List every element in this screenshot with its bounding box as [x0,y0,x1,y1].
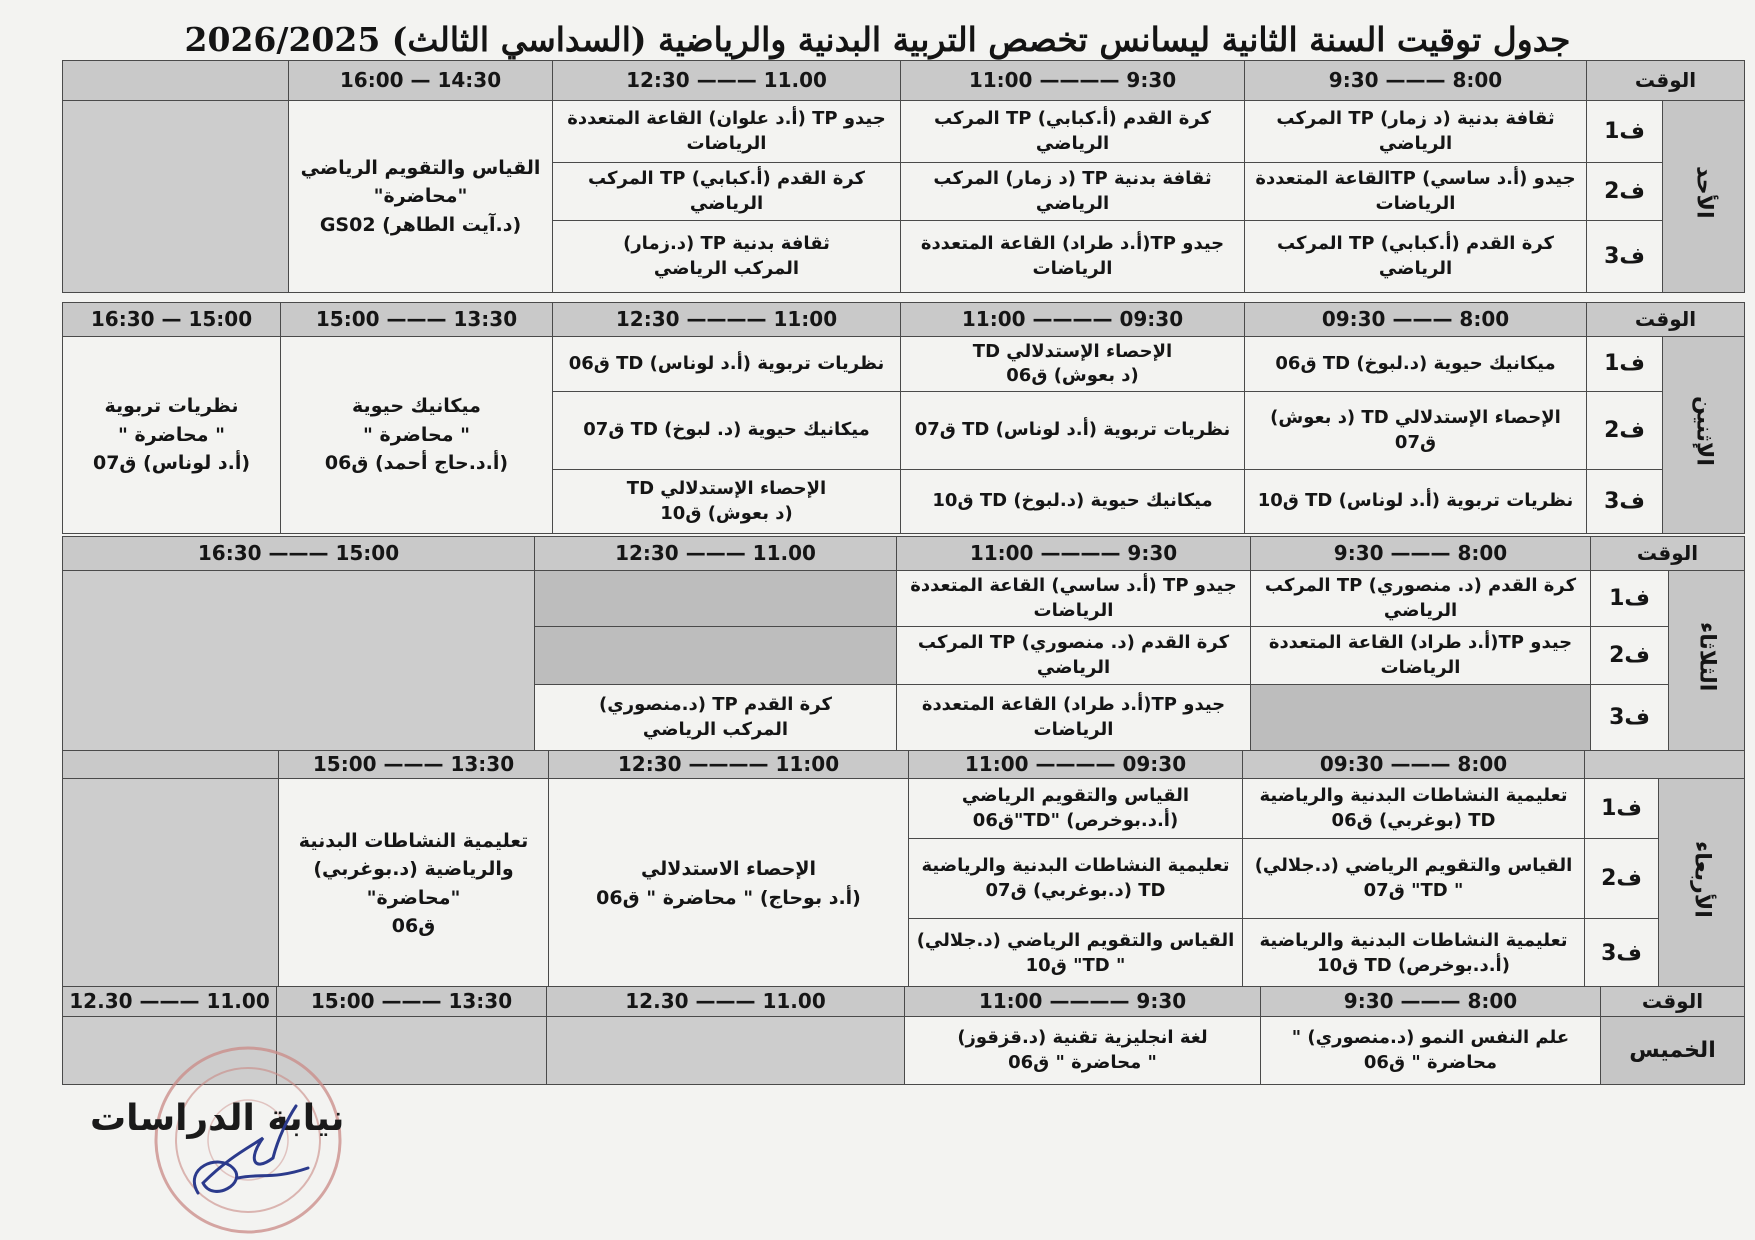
signature-mark [178,1098,318,1208]
session-cell: القياس والتقويم الرياضي (د.جلالي) " TD" ق07 [1243,839,1585,919]
session-cell: ثقافة بدنية TP (د زمار) المركب الرياضي [901,163,1245,221]
lecture-cell: ميكانيك حيوية " محاضرة " (أ.د.حاج أحمد) ق06 [281,337,553,534]
group-label: ف1 [1587,337,1663,392]
slot-time: 11.00 ——— 12.30 [63,987,277,1017]
group-label: ف3 [1587,221,1663,293]
session-cell: كرة القدم (أ.كبابي) TP المركب الرياضي [1245,221,1587,293]
session-cell: القياس والتقويم الرياضي (د.جلالي) " TD" ق10 [909,919,1243,989]
session-cell: ميكانيك حيوية (د.لبوخ) TD ق06 [1245,337,1587,392]
lecture-cell: الإحصاء الاستدلالي (أ.د بوحاج) " محاضرة " ق06 [549,779,909,989]
session-cell: كرة القدم TP (د.منصوري) المركب الرياضي [535,685,897,751]
slot-time: 15:00 ——— 16:30 [63,537,535,571]
session-cell: ميكانيك حيوية (د.لبوخ) TD ق10 [901,470,1245,534]
slot-time: 8:00 ——— 9:30 [1261,987,1601,1017]
group-label: ف3 [1591,685,1669,751]
slot-time: 8:00 ——— 09:30 [1243,751,1585,779]
lecture-cell: تعليمية النشاطات البدنية والرياضية (د.بوغربي) "محاضرة" ق06 [279,779,549,989]
lecture-cell: نظريات تربوية " محاضرة " (أ.د لوناس) ق07 [63,337,281,534]
session-cell: الإحصاء الإستدلالي TD (د بعوش) ق10 [553,470,901,534]
slot-time: 11:00 ———— 12:30 [549,751,909,779]
slot-time: 8:00 ——— 09:30 [1245,303,1587,337]
session-cell: نظريات تربوية (أ.د لوناس) TD ق10 [1245,470,1587,534]
slot-time: 11.00 ——— 12:30 [553,61,901,101]
slot-time: 11.00 ——— 12:30 [535,537,897,571]
group-label: ف1 [1587,101,1663,163]
empty-cell [535,627,897,685]
session-cell: تعليمية النشاطات البدنية والرياضية (أ.د.بوخرص) TD ق10 [1243,919,1585,989]
slot-time: 9:30 ———— 11:00 [905,987,1261,1017]
day-label: الأربعاء [1659,779,1745,989]
session-cell: ميكانيك حيوية (د. لبوخ) TD ق07 [553,392,901,470]
session-cell: تعليمية النشاطات البدنية والرياضية TD (بوغربي) ق06 [1243,779,1585,839]
empty-header [63,751,279,779]
slot-time: 13:30 ——— 15:00 [277,987,547,1017]
session-cell: جيدو (أ.د ساسي) TPالقاعة المتعددة الرياضات [1245,163,1587,221]
group-label: ف2 [1587,163,1663,221]
session-cell: كرة القدم (د. منصوري) TP المركب الرياضي [1251,571,1591,627]
time-label: الوقت [1587,303,1745,337]
slot-time: 9:30 ———— 11:00 [901,61,1245,101]
empty-cell [547,1017,905,1085]
time-label: الوقت [1587,61,1745,101]
slot-time: 09:30 ———— 11:00 [909,751,1243,779]
signature-label: نيابة الدراسات [90,1098,345,1139]
session-cell: جيدو TP (أ.د ساسي) القاعة المتعددة الرياضات [897,571,1251,627]
empty-cell [63,779,279,989]
day-label: الثلاثاء [1669,571,1745,751]
session-cell: القياس والتقويم الرياضي (أ.د.بوخرص) "TD"ق06 [909,779,1243,839]
group-label: ف2 [1591,627,1669,685]
slot-time: 15:00 — 16:30 [63,303,281,337]
group-label: ف2 [1585,839,1659,919]
session-cell: ثقافة بدنية (د زمار) TP المركب الرياضي [1245,101,1587,163]
slot-time: 13:30 ——— 15:00 [281,303,553,337]
empty-cell [63,571,535,751]
session-cell: كرة القدم (أ.كبابي) TP المركب الرياضي [553,163,901,221]
session-cell: تعليمية النشاطات البدنية والرياضية TD (د.بوغربي) ق07 [909,839,1243,919]
tuesday-block [62,536,1745,751]
session-cell: علم النفس النمو (د.منصوري) " محاضرة " ق06 [1261,1017,1601,1085]
session-cell: جيدو TP(أ.د طراد) القاعة المتعددة الرياضات [1251,627,1591,685]
day-label: الخميس [1601,1017,1745,1085]
time-header-blank [1585,751,1745,779]
empty-header [63,61,289,101]
group-label: ف3 [1587,470,1663,534]
session-cell: الإحصاء الإستدلالي TD (د بعوش) ق06 [901,337,1245,392]
slot-time: 14:30 — 16:00 [289,61,553,101]
session-cell: جيدو TP(أ.د طراد) القاعة المتعددة الرياضات [897,685,1251,751]
time-label: الوقت [1601,987,1745,1017]
day-label: الأحد [1663,101,1745,293]
day-label: الإثنين [1663,337,1745,534]
session-cell: ثقافة بدنية TP (د.زمار) المركب الرياضي [553,221,901,293]
session-cell: جيدو TP(أ.د طراد) القاعة المتعددة الرياضات [901,221,1245,293]
group-label: ف3 [1585,919,1659,989]
group-label: ف2 [1587,392,1663,470]
slot-time: 11.00 ——— 12.30 [547,987,905,1017]
slot-time: 13:30 ——— 15:00 [279,751,549,779]
session-cell: كرة القدم (أ.كبابي) TP المركب الرياضي [901,101,1245,163]
time-label: الوقت [1591,537,1745,571]
group-label: ف1 [1585,779,1659,839]
session-cell: الإحصاء الإستدلالي TD (د بعوش) ق07 [1245,392,1587,470]
session-cell: نظريات تربوية (أ.د لوناس) TD ق07 [901,392,1245,470]
slot-time: 9:30 ———— 11:00 [897,537,1251,571]
lecture-cell: القياس والتقويم الرياضي "محاضرة" (د.آيت الطاهر) GS02 [289,101,553,293]
session-cell: كرة القدم (د. منصوري) TP المركب الرياضي [897,627,1251,685]
monday-block [62,302,1745,534]
session-cell: لغة انجليزية تقنية (د.قزقوز) " محاضرة " ق06 [905,1017,1261,1085]
session-cell: جيدو TP (أ.د علوان) القاعة المتعددة الرياضات [553,101,901,163]
slot-time: 8:00 ——— 9:30 [1245,61,1587,101]
slot-time: 11:00 ———— 12:30 [553,303,901,337]
empty-cell [1251,685,1591,751]
wednesday-block [62,750,1745,989]
session-cell: نظريات تربوية (أ.د لوناس) TD ق06 [553,337,901,392]
empty-cell [535,571,897,627]
slot-time: 8:00 ——— 9:30 [1251,537,1591,571]
empty-cell [63,101,289,293]
page-title: جدول توقيت السنة الثانية ليسانس تخصص التربية البدنية والرياضية (السداسي الثالث) 2026/2025 [184,20,1571,59]
sunday-block [62,60,1745,293]
group-label: ف1 [1591,571,1669,627]
slot-time: 09:30 ———— 11:00 [901,303,1245,337]
